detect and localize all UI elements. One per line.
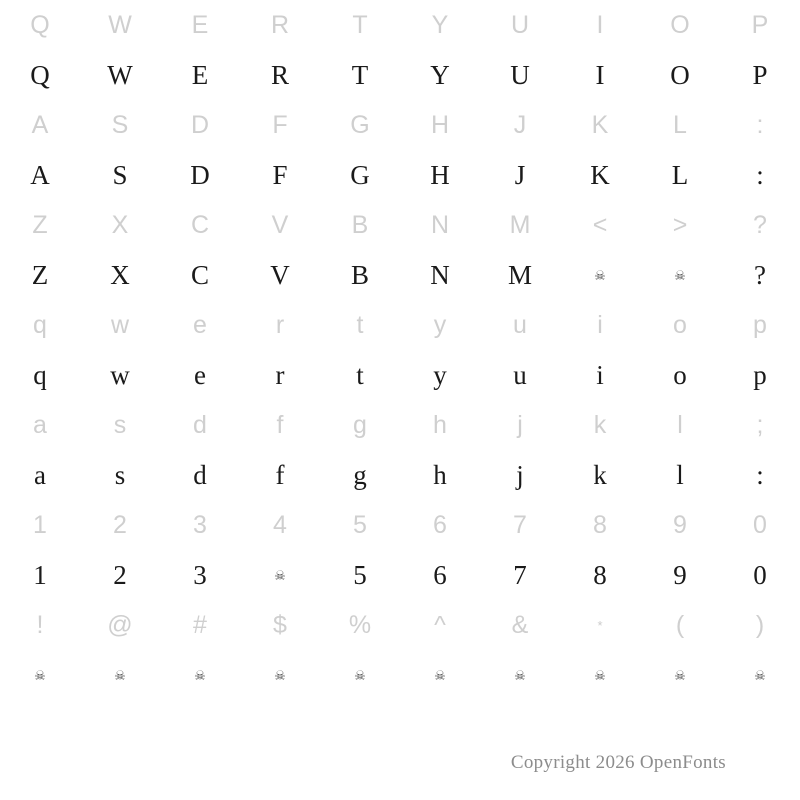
glyph-cell: 9	[673, 559, 687, 590]
glyph-cell: q	[33, 359, 47, 390]
glyph-cell: A	[30, 159, 50, 190]
key-label-cell: U	[510, 10, 530, 39]
glyph-cell: F	[272, 159, 288, 190]
glyph-cell: L	[671, 159, 689, 190]
key-label-cell: Q	[30, 10, 50, 39]
key-label-cell: V	[271, 210, 289, 239]
key-label-cell: R	[270, 10, 290, 39]
key-label-row	[0, 300, 800, 350]
notdef-glyph-cell: ☠	[194, 667, 206, 683]
glyph-cell: Q	[30, 59, 50, 90]
key-label-cell: ?	[753, 210, 767, 239]
glyph-cell: l	[676, 459, 684, 490]
glyph-cell: h	[433, 459, 447, 490]
key-label-cell: ^	[434, 610, 446, 639]
key-label-cell: A	[31, 110, 49, 139]
key-label-cell: u	[513, 310, 527, 339]
key-label-cell: F	[272, 110, 288, 139]
glyph-cell: g	[353, 459, 367, 490]
glyph-cell: i	[596, 359, 604, 390]
glyph-cell: U	[510, 59, 530, 90]
key-label-cell: I	[596, 10, 604, 39]
glyph-cell: E	[191, 59, 209, 90]
glyph-cell: K	[590, 159, 610, 190]
key-label-cell: L	[673, 110, 687, 139]
key-label-cell: y	[433, 310, 447, 339]
key-label-cell: h	[433, 410, 447, 439]
glyph-cell: N	[430, 259, 450, 290]
glyph-cell: H	[430, 159, 450, 190]
key-label-cell: 5	[353, 510, 367, 539]
glyph-cell: V	[270, 259, 290, 290]
key-label-cell: 7	[513, 510, 527, 539]
key-label-cell: 4	[273, 510, 287, 539]
key-label-cell: (	[675, 610, 685, 639]
key-label-cell: p	[753, 310, 767, 339]
key-label-cell: !	[36, 610, 44, 639]
key-label-cell: t	[356, 310, 364, 339]
glyph-cell: Z	[31, 259, 49, 290]
key-label-cell: D	[190, 110, 210, 139]
notdef-glyph-cell: ☠	[354, 667, 366, 683]
key-label-cell: l	[677, 410, 683, 439]
glyph-cell: 5	[353, 559, 367, 590]
glyph-cell: :	[756, 159, 764, 190]
key-label-cell: )	[755, 610, 765, 639]
key-label-cell: k	[593, 410, 607, 439]
glyph-cell: a	[34, 459, 46, 490]
key-label-row	[0, 500, 800, 550]
glyph-cell: j	[516, 459, 524, 490]
glyph-sample-row	[0, 350, 800, 400]
key-label-row	[0, 600, 800, 650]
notdef-glyph-cell: ☠	[274, 567, 286, 583]
glyph-cell: s	[114, 459, 126, 490]
glyph-sample-row	[0, 150, 800, 200]
glyph-sample-row	[0, 250, 800, 300]
glyph-cell: C	[190, 259, 209, 290]
glyph-cell: D	[190, 159, 210, 190]
key-label-cell: r	[275, 310, 285, 339]
key-label-cell: 1	[33, 510, 47, 539]
key-label-cell: g	[353, 410, 367, 439]
key-label-cell: N	[430, 210, 450, 239]
key-label-cell: H	[430, 110, 450, 139]
key-label-cell: <	[592, 210, 608, 239]
notdef-glyph-cell: ☠	[674, 267, 686, 283]
key-label-cell: G	[350, 110, 370, 139]
glyph-cell: d	[193, 459, 207, 490]
key-label-cell: >	[672, 210, 688, 239]
key-label-cell: O	[670, 10, 690, 39]
glyph-cell: k	[593, 459, 607, 490]
glyph-cell: P	[752, 59, 768, 90]
key-label-cell: X	[111, 210, 129, 239]
glyph-cell: 2	[113, 559, 127, 590]
glyph-cell: e	[194, 359, 206, 390]
glyph-cell: T	[351, 59, 369, 90]
glyph-cell: p	[753, 359, 767, 390]
key-label-cell: 6	[433, 510, 447, 539]
key-label-cell: a	[33, 410, 47, 439]
key-label-cell: 9	[673, 510, 687, 539]
key-label-cell: %	[348, 610, 372, 639]
notdef-glyph-cell: ☠	[594, 267, 606, 283]
glyph-cell: :	[756, 459, 764, 490]
key-label-cell: d	[193, 410, 207, 439]
key-label-cell: e	[193, 310, 207, 339]
key-label-cell: f	[276, 410, 284, 439]
key-label-cell: K	[591, 110, 609, 139]
glyph-cell: o	[673, 359, 687, 390]
glyph-cell: t	[356, 359, 364, 390]
key-label-cell: #	[193, 610, 207, 639]
key-label-cell: T	[352, 10, 368, 39]
key-label-cell: M	[509, 210, 531, 239]
glyph-cell: y	[433, 359, 447, 390]
key-label-cell: B	[351, 210, 369, 239]
key-label-cell: 3	[193, 510, 207, 539]
glyph-cell: J	[514, 159, 526, 190]
glyph-sample-row	[0, 650, 800, 700]
glyph-cell: I	[595, 59, 605, 90]
notdef-glyph-cell: ☠	[754, 667, 766, 683]
notdef-glyph-cell: ☠	[674, 667, 686, 683]
glyph-cell: w	[110, 359, 130, 390]
key-label-row	[0, 100, 800, 150]
glyph-cell: G	[350, 159, 370, 190]
key-label-cell: @	[107, 610, 133, 639]
glyph-cell: S	[112, 159, 128, 190]
notdef-glyph-cell: ☠	[34, 667, 46, 683]
key-label-cell: i	[597, 310, 603, 339]
glyph-sample-row	[0, 550, 800, 600]
notdef-glyph-cell: ☠	[114, 667, 126, 683]
glyph-sample-row	[0, 450, 800, 500]
key-label-cell: *	[597, 617, 603, 633]
key-label-cell: C	[190, 210, 210, 239]
glyph-cell: 6	[433, 559, 447, 590]
notdef-glyph-cell: ☠	[594, 667, 606, 683]
glyph-cell: u	[513, 359, 527, 390]
key-label-cell: :	[756, 110, 764, 139]
key-label-cell: w	[110, 310, 130, 339]
glyph-sample-row	[0, 50, 800, 100]
key-label-cell: ;	[756, 410, 764, 439]
key-label-cell: 0	[753, 510, 767, 539]
glyph-cell: ?	[754, 259, 766, 290]
key-label-cell: J	[513, 110, 527, 139]
glyph-cell: O	[670, 59, 690, 90]
glyph-cell: f	[275, 459, 285, 490]
notdef-glyph-cell: ☠	[434, 667, 446, 683]
glyph-cell: 7	[513, 559, 527, 590]
glyph-cell: 1	[33, 559, 47, 590]
glyph-cell: 0	[753, 559, 767, 590]
glyph-cell: B	[350, 259, 369, 290]
key-label-cell: s	[113, 410, 127, 439]
key-label-cell: &	[511, 610, 529, 639]
glyph-cell: r	[275, 359, 285, 390]
key-label-cell: $	[273, 610, 287, 639]
notdef-glyph-cell: ☠	[514, 667, 526, 683]
key-label-row	[0, 200, 800, 250]
copyright-notice: Copyright 2026 OpenFonts	[510, 752, 726, 773]
key-label-cell: P	[751, 10, 769, 39]
key-label-cell: 2	[113, 510, 127, 539]
glyph-cell: R	[270, 59, 289, 90]
key-label-cell: Z	[32, 210, 48, 239]
glyph-cell: M	[507, 259, 532, 290]
key-label-cell: 8	[593, 510, 607, 539]
glyph-cell: 3	[193, 559, 207, 590]
key-label-row	[0, 400, 800, 450]
key-label-cell: o	[673, 310, 687, 339]
glyph-cell: W	[107, 59, 133, 90]
key-label-row	[0, 0, 800, 50]
key-label-cell: S	[111, 110, 129, 139]
key-label-cell: Y	[431, 10, 449, 39]
key-label-cell: E	[191, 10, 209, 39]
notdef-glyph-cell: ☠	[274, 667, 286, 683]
glyph-cell: 8	[593, 559, 607, 590]
key-label-cell: W	[108, 10, 132, 39]
glyph-cell: Y	[430, 59, 450, 90]
glyph-cell: X	[110, 259, 130, 290]
key-label-cell: j	[517, 410, 523, 439]
key-label-cell: q	[33, 310, 47, 339]
